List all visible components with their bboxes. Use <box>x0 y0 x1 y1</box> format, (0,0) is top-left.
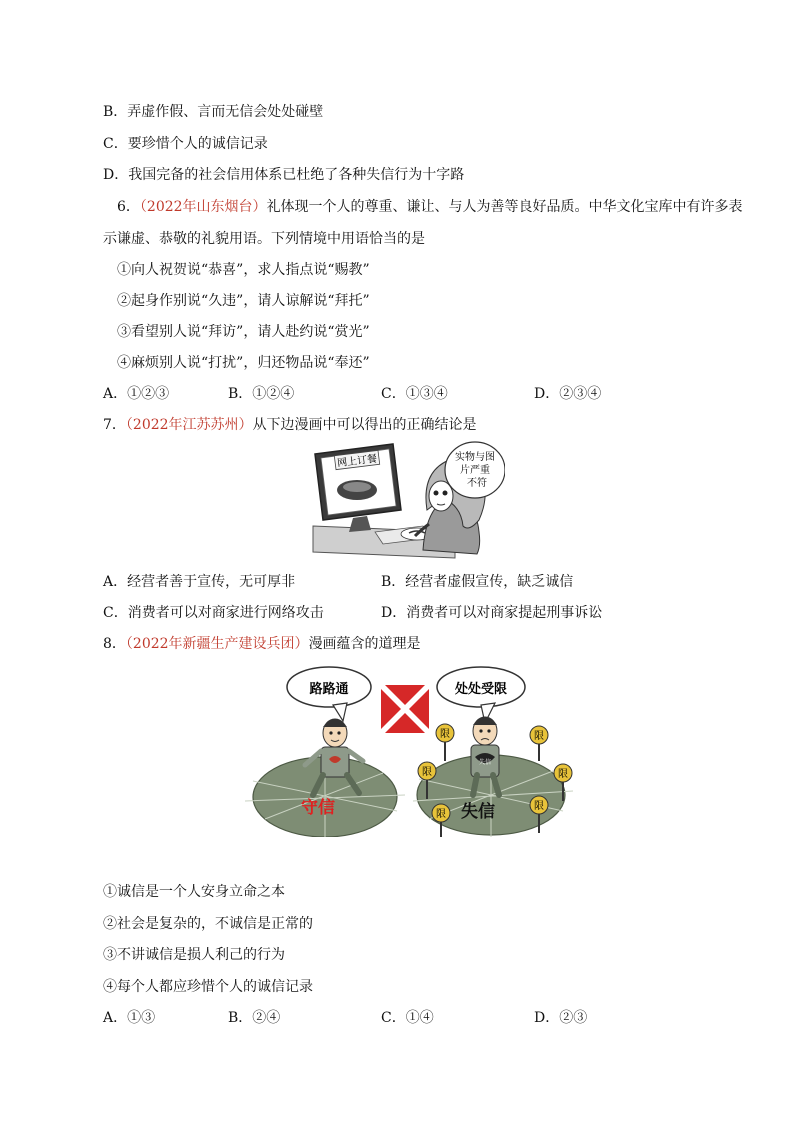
q8-cartoon <box>243 661 580 837</box>
left-bubble-text: 路路通 <box>309 682 349 697</box>
sign-text: 限 <box>422 767 432 778</box>
q7-stem-text: 从下边漫画中可以得出的正确结论是 <box>252 417 477 433</box>
q8-option-a: A．①③ <box>103 1010 156 1026</box>
q6-item-4: ④麻烦别人说“打扰”，归还物品说“奉还” <box>117 355 370 371</box>
q6-option-b: B．①②④ <box>228 386 295 402</box>
q8-option-d: D．②③ <box>534 1010 588 1026</box>
q8-item-1: ①诚信是一个人安身立命之本 <box>103 884 285 900</box>
q6-item-2: ②起身作别说“久违”，请人谅解说“拜托” <box>117 293 370 309</box>
right-label: 失信 <box>461 802 495 822</box>
monitor-screen-text: 网上订餐 <box>336 453 378 470</box>
q6-item-1: ①向人祝贺说“恭喜”，求人指点说“赐教” <box>117 262 370 278</box>
q6-option-c: C．①③④ <box>381 386 448 402</box>
q5-option-b: B．弄虚作假、言而无信会处处碰壁 <box>103 104 324 120</box>
q6-stem-line1 <box>117 196 743 216</box>
q7-source: （2022年江苏苏州） <box>125 417 253 433</box>
q6-item-3: ③看望别人说“拜访”，请人赴约说“赏光” <box>117 324 370 340</box>
q7-option-d: D．消费者可以对商家提起刑事诉讼 <box>381 605 603 621</box>
sign-text: 限 <box>440 729 450 740</box>
q7-option-b: B．经营者虚假宣传，缺乏诚信 <box>381 574 574 590</box>
q8-option-c: C．①④ <box>381 1010 434 1026</box>
q8-number: 8． <box>103 636 126 652</box>
bubble-line-3: 不符 <box>467 478 487 489</box>
q5-option-c: C．要珍惜个人的诚信记录 <box>103 136 268 152</box>
sign-text: 限 <box>534 801 544 812</box>
right-bubble-text: 处处受限 <box>454 682 508 697</box>
q6-stem-text: 礼体现一个人的尊重、谦让、与人为善等良好品质。中华文化宝库中有许多表 <box>266 199 743 215</box>
q8-item-2: ②社会是复杂的，不诚信是正常的 <box>103 916 313 932</box>
sign-text: 限 <box>558 769 568 780</box>
speech-bubble <box>445 442 505 498</box>
sign-text: 限 <box>436 809 446 820</box>
bubble-line-2: 片严重 <box>460 465 490 476</box>
q8-item-4: ④每个人都应珍惜个人的诚信记录 <box>103 979 313 995</box>
q8-item-3: ③不讲诚信是损人利己的行为 <box>103 947 285 963</box>
q7-stem <box>103 414 477 434</box>
q8-option-b: B．②④ <box>228 1010 281 1026</box>
q7-option-c: C．消费者可以对商家进行网络攻击 <box>103 605 324 621</box>
q6-stem-line2: 示谦虚、恭敬的礼貌用语。下列情境中用语恰当的是 <box>103 231 425 247</box>
q6-source: （2022年山东烟台） <box>139 199 267 215</box>
q5-option-d: D．我国完备的社会信用体系已杜绝了各种失信行为十字路 <box>103 167 465 183</box>
q8-stem <box>103 633 421 653</box>
sign-text: 限 <box>534 731 544 742</box>
q6-number: 6． <box>117 199 140 215</box>
q8-source: （2022年新疆生产建设兵团） <box>125 636 309 652</box>
left-label: 守信 <box>301 798 335 818</box>
q7-number: 7． <box>103 417 126 433</box>
q6-option-a: A．①②③ <box>103 386 170 402</box>
right-badge-text: 失信 <box>478 759 492 766</box>
q8-stem-text: 漫画蕴含的道理是 <box>308 636 421 652</box>
bubble-line-1: 实物与图 <box>455 452 495 463</box>
q7-option-a: A．经营者善于宣传，无可厚非 <box>103 574 296 590</box>
q7-cartoon <box>305 440 505 564</box>
q6-option-d: D．②③④ <box>534 386 602 402</box>
